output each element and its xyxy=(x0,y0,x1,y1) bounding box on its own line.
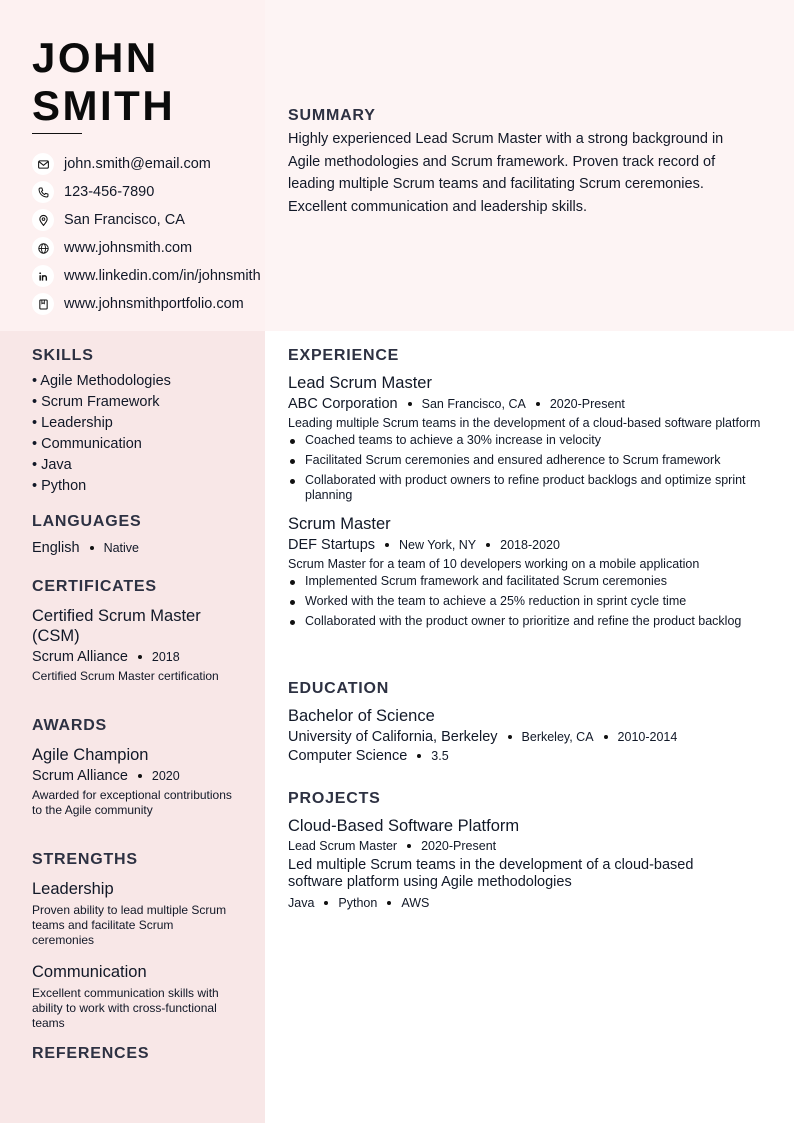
skills-heading: SKILLS xyxy=(32,347,94,364)
separator-dot xyxy=(324,901,328,905)
education-location: Berkeley, CA xyxy=(521,730,594,744)
job-bullet: Coached teams to achieve a 30% increase in velocity xyxy=(288,433,770,448)
portfolio-icon xyxy=(32,293,54,315)
strength-name: Communication xyxy=(32,963,147,981)
project-description: Led multiple Scrum teams in the development of a cloud-based software platform using Agile methodologies xyxy=(288,857,694,890)
name-first: JOHN xyxy=(32,34,159,81)
education-field-meta xyxy=(288,748,770,764)
languages-section xyxy=(32,513,237,556)
languages-heading: LANGUAGES xyxy=(32,513,142,530)
job-bullets xyxy=(288,433,770,503)
skill-item: • Leadership xyxy=(32,415,113,431)
contact-phone[interactable] xyxy=(32,178,261,206)
contact-linkedin[interactable] xyxy=(32,262,261,290)
separator-dot xyxy=(138,774,142,778)
skill-item: • Agile Methodologies xyxy=(32,373,171,389)
language-item xyxy=(32,540,237,556)
project-name: Cloud-Based Software Platform xyxy=(288,817,520,835)
mail-icon xyxy=(32,153,54,175)
project-tech-item: Python xyxy=(338,896,378,910)
references-heading: REFERENCES xyxy=(32,1045,150,1062)
project-dates: 2020-Present xyxy=(421,839,497,853)
project-meta xyxy=(288,839,770,853)
certificate-year: 2018 xyxy=(151,650,180,664)
projects-section xyxy=(288,790,770,910)
skill-item: • Java xyxy=(32,457,72,473)
education-meta xyxy=(288,729,770,745)
linkedin-icon xyxy=(32,265,54,287)
experience-section xyxy=(288,347,770,634)
award-issuer: Scrum Alliance xyxy=(32,768,128,784)
job-title: Scrum Master xyxy=(288,515,391,533)
strength-name: Leadership xyxy=(32,880,114,898)
education-degree: Bachelor of Science xyxy=(288,707,435,725)
contact-location-text: San Francisco, CA xyxy=(64,212,185,228)
separator-dot xyxy=(486,543,490,547)
certificate-description: Certified Scrum Master certification xyxy=(32,669,219,683)
location-pin-icon xyxy=(32,209,54,231)
contact-portfolio[interactable] xyxy=(32,290,261,318)
projects-heading: PROJECTS xyxy=(288,790,381,807)
award-description: Awarded for exceptional contributions to the Agile community xyxy=(32,788,232,817)
job-description: Leading multiple Scrum teams in the development of a cloud-based software platform xyxy=(288,416,761,430)
education-section xyxy=(288,680,770,764)
separator-dot xyxy=(90,546,94,550)
strengths-heading: STRENGTHS xyxy=(32,851,138,868)
separator-dot xyxy=(387,901,391,905)
contact-linkedin-text: www.linkedin.com/in/johnsmith xyxy=(64,268,261,284)
project-tech-item: AWS xyxy=(401,896,430,910)
contact-location xyxy=(32,206,261,234)
summary-heading: SUMMARY xyxy=(288,107,376,124)
separator-dot xyxy=(138,655,142,659)
summary-text: Highly experienced Lead Scrum Master with a strong background in Agile methodologies and Scrum framework. Proven track record of leading multiple Scrum teams and facilitating Scrum ceremonies. Excellent communication and leadership skills. xyxy=(288,131,724,216)
phone-icon xyxy=(32,181,54,203)
award-name: Agile Champion xyxy=(32,746,149,764)
job-bullet: Collaborated with product owners to refine product backlogs and optimize sprint planning xyxy=(288,473,770,503)
name-last: SMITH xyxy=(32,82,176,129)
strengths-section xyxy=(32,851,237,1031)
certificate-name: Certified Scrum Master (CSM) xyxy=(32,607,201,645)
job-bullet: Collaborated with the product owner to prioritize and refine the product backlog xyxy=(288,614,770,629)
education-school: University of California, Berkeley xyxy=(288,729,498,745)
project-role: Lead Scrum Master xyxy=(288,839,398,853)
separator-dot xyxy=(385,543,389,547)
name-divider xyxy=(32,133,82,134)
education-gpa: 3.5 xyxy=(431,749,449,763)
separator-dot xyxy=(417,754,421,758)
job-location: New York, NY xyxy=(399,538,477,552)
contact-list xyxy=(32,150,261,318)
awards-section xyxy=(32,717,237,818)
job-bullet: Implemented Scrum framework and facilitated Scrum ceremonies xyxy=(288,574,770,589)
strength-description: Proven ability to lead multiple Scrum teams and facilitate Scrum ceremonies xyxy=(32,903,227,947)
job-bullets xyxy=(288,574,770,629)
job-bullet: Worked with the team to achieve a 25% reduction in sprint cycle time xyxy=(288,594,770,609)
certificate-issuer: Scrum Alliance xyxy=(32,649,128,665)
separator-dot xyxy=(508,735,512,739)
job-company: ABC Corporation xyxy=(288,396,398,412)
separator-dot xyxy=(407,844,411,848)
project-tech-item: Java xyxy=(288,896,315,910)
skill-item: • Python xyxy=(32,478,87,494)
summary-section xyxy=(288,107,758,219)
separator-dot xyxy=(408,402,412,406)
job-description: Scrum Master for a team of 10 developers working on a mobile application xyxy=(288,557,700,571)
contact-website-text: www.johnsmith.com xyxy=(64,240,193,256)
job-company: DEF Startups xyxy=(288,537,376,553)
award-year: 2020 xyxy=(151,769,180,783)
awards-heading: AWARDS xyxy=(32,717,108,734)
contact-phone-text: 123-456-7890 xyxy=(64,184,155,200)
skill-item: • Communication xyxy=(32,436,142,452)
job-bullet: Facilitated Scrum ceremonies and ensured adherence to Scrum framework xyxy=(288,453,770,468)
contact-website[interactable] xyxy=(32,234,261,262)
separator-dot xyxy=(604,735,608,739)
job-dates: 2018-2020 xyxy=(500,538,560,552)
contact-email-text: john.smith@email.com xyxy=(64,156,211,172)
education-dates: 2010-2014 xyxy=(617,730,678,744)
language-level: Native xyxy=(103,541,139,555)
job-dates: 2020-Present xyxy=(549,397,625,411)
award-meta xyxy=(32,768,237,784)
education-heading: EDUCATION xyxy=(288,680,390,697)
job-entry xyxy=(288,514,770,629)
strength-description: Excellent communication skills with ability to work with cross-functional teams xyxy=(32,986,219,1030)
certificates-section xyxy=(32,578,237,684)
references-section xyxy=(32,1045,237,1069)
contact-email[interactable] xyxy=(32,150,261,178)
job-title: Lead Scrum Master xyxy=(288,374,432,392)
job-entry xyxy=(288,373,770,503)
skill-item: • Scrum Framework xyxy=(32,394,160,410)
skills-section xyxy=(32,347,237,497)
contact-portfolio-text: www.johnsmithportfolio.com xyxy=(64,296,244,312)
education-field: Computer Science xyxy=(288,748,408,764)
job-meta xyxy=(288,537,770,553)
experience-heading: EXPERIENCE xyxy=(288,347,400,364)
job-meta xyxy=(288,396,770,412)
job-location: San Francisco, CA xyxy=(421,397,526,411)
project-tech xyxy=(288,896,770,910)
separator-dot xyxy=(536,402,540,406)
globe-icon xyxy=(32,237,54,259)
certificates-heading: CERTIFICATES xyxy=(32,578,157,595)
language-name: English xyxy=(32,540,80,556)
certificate-meta xyxy=(32,649,237,665)
candidate-name xyxy=(32,34,175,130)
